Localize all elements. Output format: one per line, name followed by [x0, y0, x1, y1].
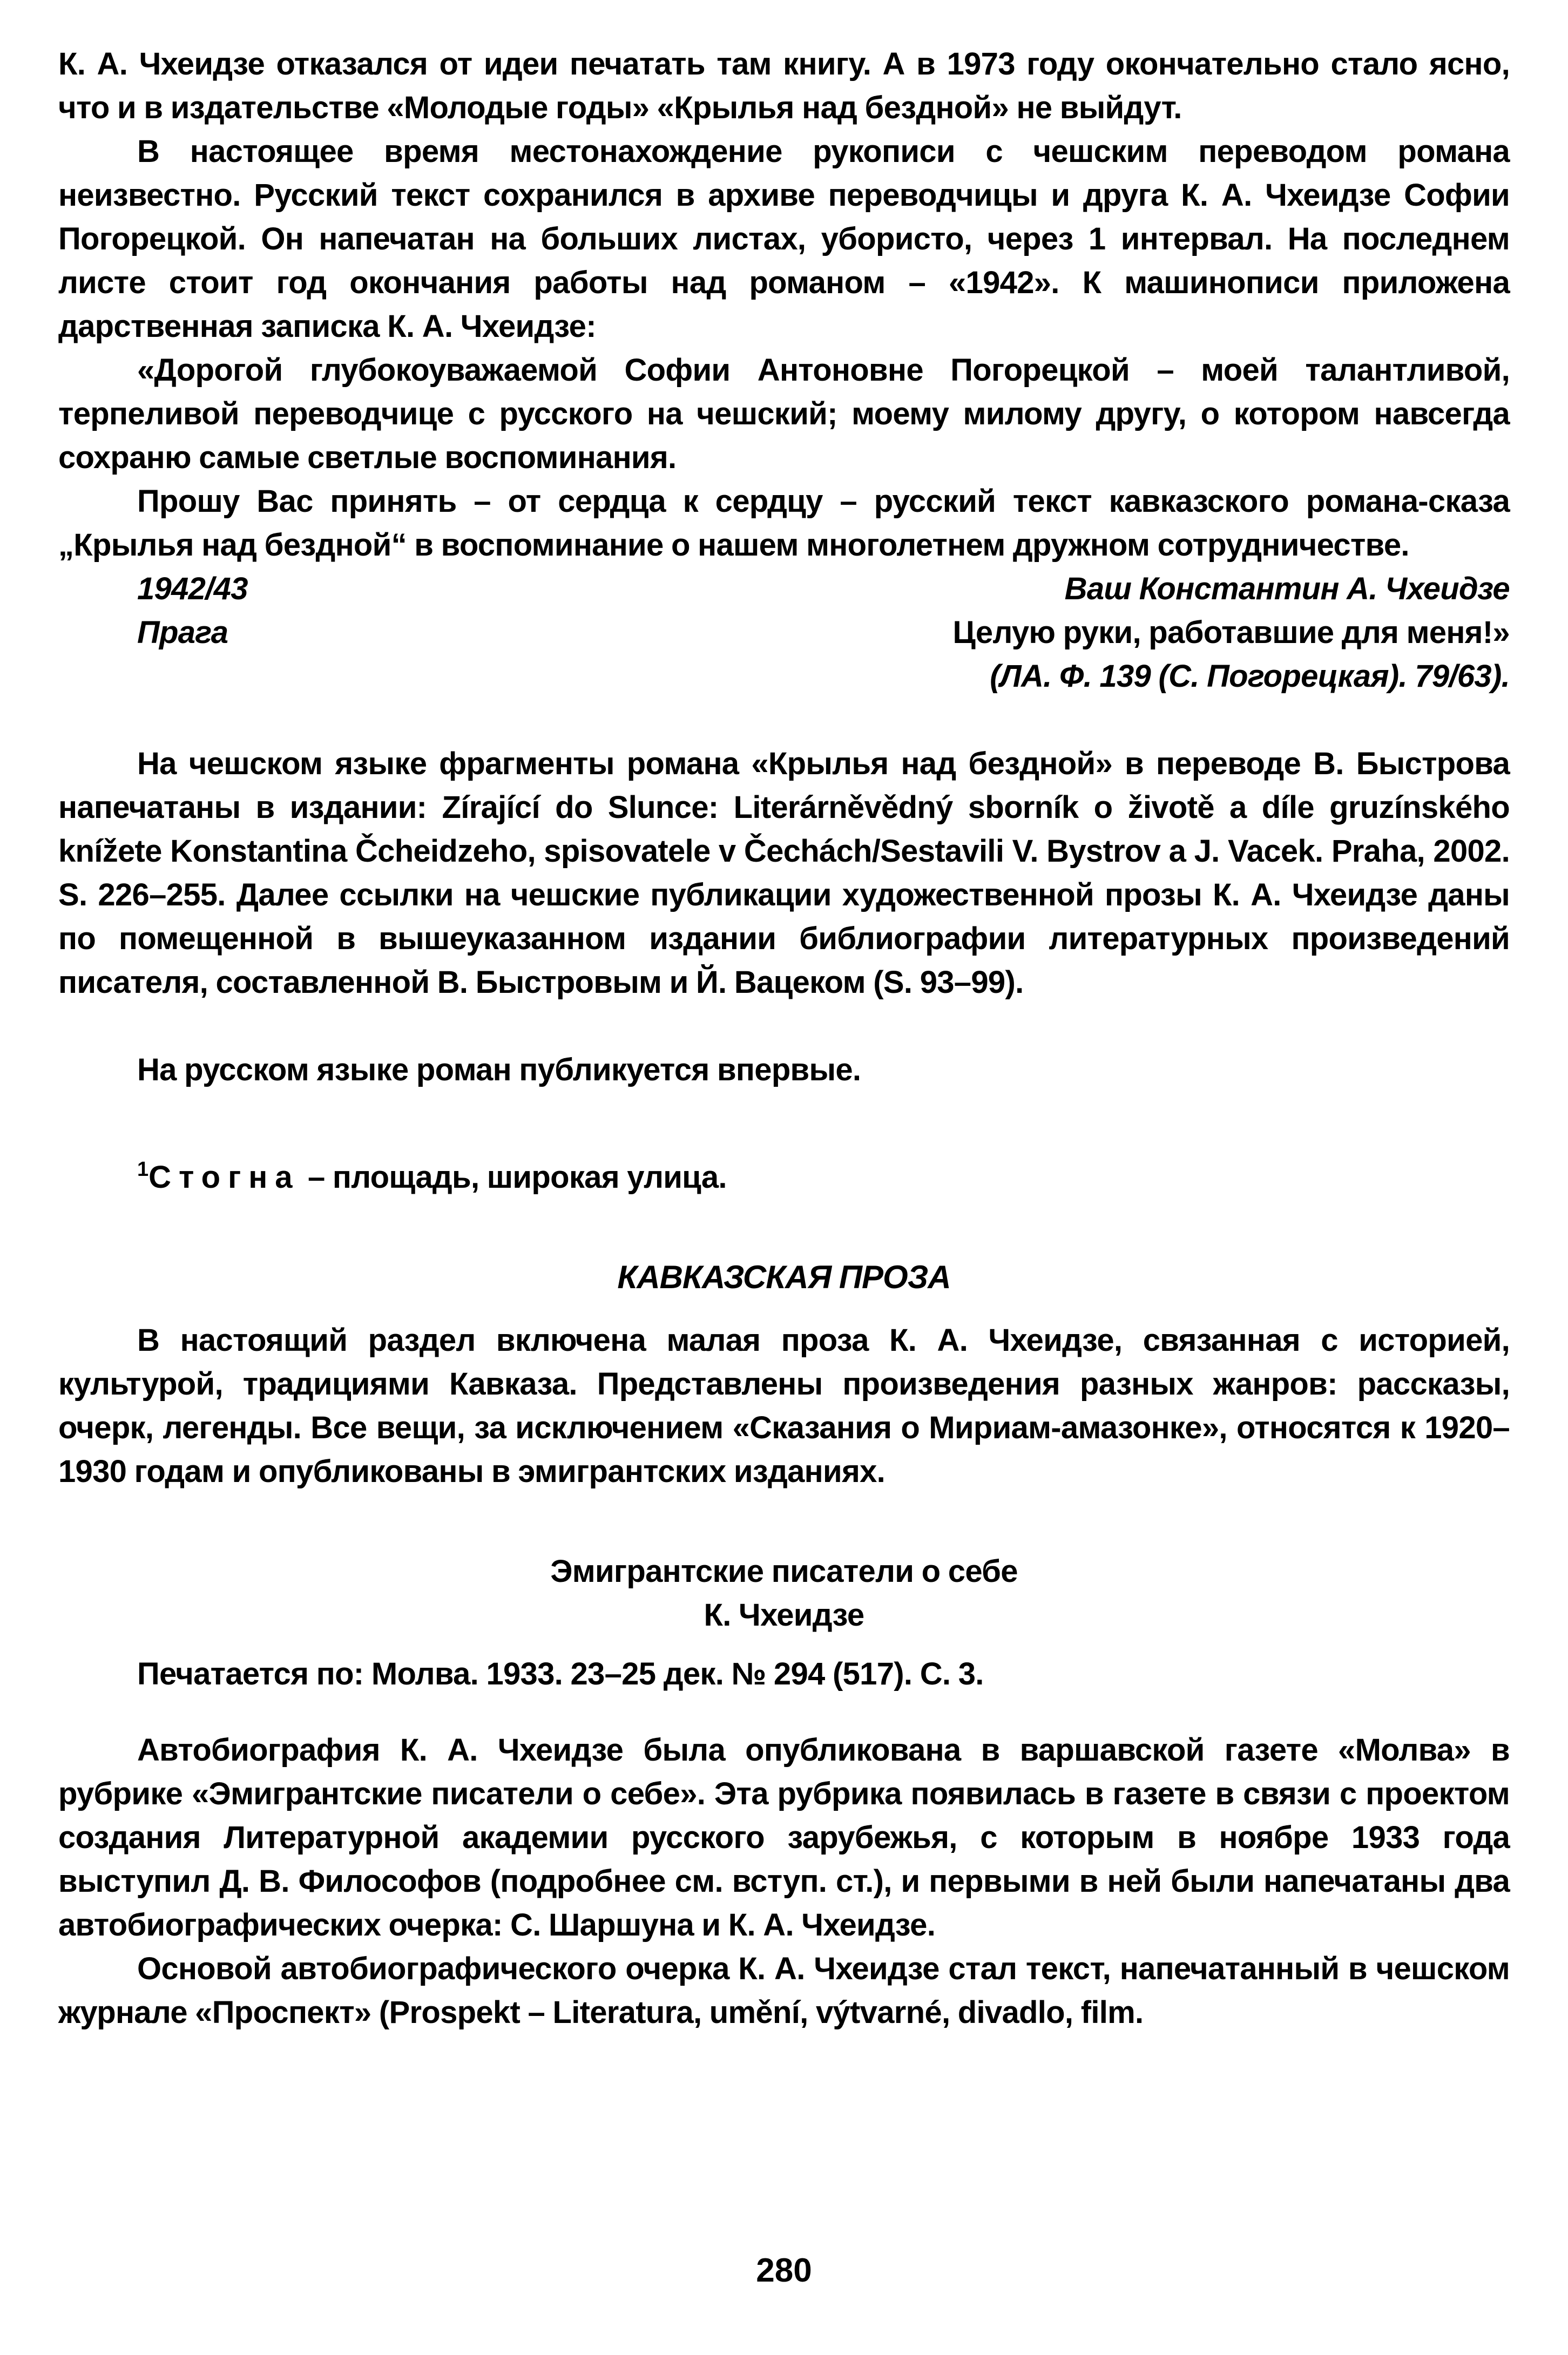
dedication-signature [58, 567, 1510, 698]
source-note: Печатается по: Молва. 1933. 23–25 дек. № 294 (517). С. 3. [137, 1656, 984, 1691]
paragraph-first-publication: На русском языке роман публикуется впервые. [137, 1052, 861, 1087]
signature-signer: Ваш Константин А. Чхеидзе [1064, 571, 1510, 606]
paragraph: К. А. Чхеидзе отказался от идеи печатать там книгу. А в 1973 году окончательно стало ясно, что и в издательстве «Молодые годы» «Крылья над бездной» не выйдут. [58, 46, 1510, 125]
paragraph: Автобиография К. А. Чхеидзе была опубликована в варшавской газете «Молва» в рубрике «Эмигрантские писатели о себе». Эта рубрика появилась в газете в связи с проектом создания Литературной академии русского зарубежья, с которым в ноябре 1933 года выступил Д. В. Философов (подробнее см. вступ. ст.), и первыми в ней были напечатаны два автобиографических очерка: С. Шаршуна и К. А. Чхеидзе. [58, 1733, 1510, 1943]
signature-place: Прага [137, 615, 228, 650]
section-title: КАВКАЗСКАЯ ПРОЗА [617, 1259, 951, 1295]
page-number: 280 [756, 2252, 812, 2289]
paragraph-czech-publication: На чешском языке фрагменты романа «Крылья над бездной» в переводе В. Быстрова напечатаны в издании: Zírající do Slunce: Literárněvědný sborník o životě a díle gruzínského knížete Konstantina Čcheidzeho, spisovatele v Čechách/Sestavili V. Bystrov a J. Vacek. Praha, 2002. S. 226–255. Далее ссылки на чешские публикации художественной прозы К. А. Чхеидзе даны по помещенной в вышеуказанном издании библиографии литературных произведений писателя, составленной В. Быстровым и Й. Вацеком (S. 93–99). [58, 746, 1510, 1000]
signature-closing: Целую руки, работавшие для меня!» [952, 615, 1510, 650]
archive-reference: (ЛА. Ф. 139 (С. Погорецкая). 79/63). [990, 659, 1510, 694]
paragraph: В настоящее время местонахождение рукописи с чешским переводом романа неизвестно. Русский текст сохранился в архиве переводчицы и друга К. А. Чхеидзе Софии Погорецкой. Он напечатан на больших листах, убористо, через 1 интервал. На последнем листе стоит год окончания работы над романом – «1942». К машинописи приложена дарственная записка К. А. Чхеидзе: [58, 134, 1510, 344]
paragraph: Основой автобиографического очерка К. А. Чхеидзе стал текст, напечатанный в чешском журнале «Проспект» (Prospekt – Literatura, umění, výtvarné, divadlo, film. [58, 1951, 1510, 2030]
footnote-mark: 1 [137, 1158, 149, 1181]
footnote [58, 1148, 1510, 1199]
paragraph: Прошу Вас принять – от сердца к сердцу – русский текст кавказского романа-сказа „Крылья над бездной“ в воспоминание о нашем многолетнем дружном сотрудничестве. [58, 484, 1510, 563]
section-intro: В настоящий раздел включена малая проза К. А. Чхеидзе, связанная с историей, культурой, традициями Кавказа. Представлены произведения разных жанров: рассказы, очерк, легенды. Все вещи, за исключением «Сказания о Мириам-амазонке», относятся к 1920–1930 годам и опубликованы в эмигрантских изданиях. [58, 1323, 1510, 1489]
subsection-title: Эмигрантские писатели о себе [550, 1554, 1018, 1589]
footnote-definition: – площадь, широкая улица. [300, 1160, 727, 1195]
page-body [58, 42, 1510, 2034]
footnote-term: Стогна [148, 1160, 300, 1195]
paragraph: «Дорогой глубокоуважаемой Софии Антоновне Погорецкой – моей талантливой, терпеливой переводчице с русского на чешский; моему милому другу, о котором навсегда сохраню самые светлые воспоминания. [58, 353, 1510, 475]
subsection-author: К. Чхеидзе [704, 1598, 864, 1633]
signature-date: 1942/43 [137, 571, 248, 606]
